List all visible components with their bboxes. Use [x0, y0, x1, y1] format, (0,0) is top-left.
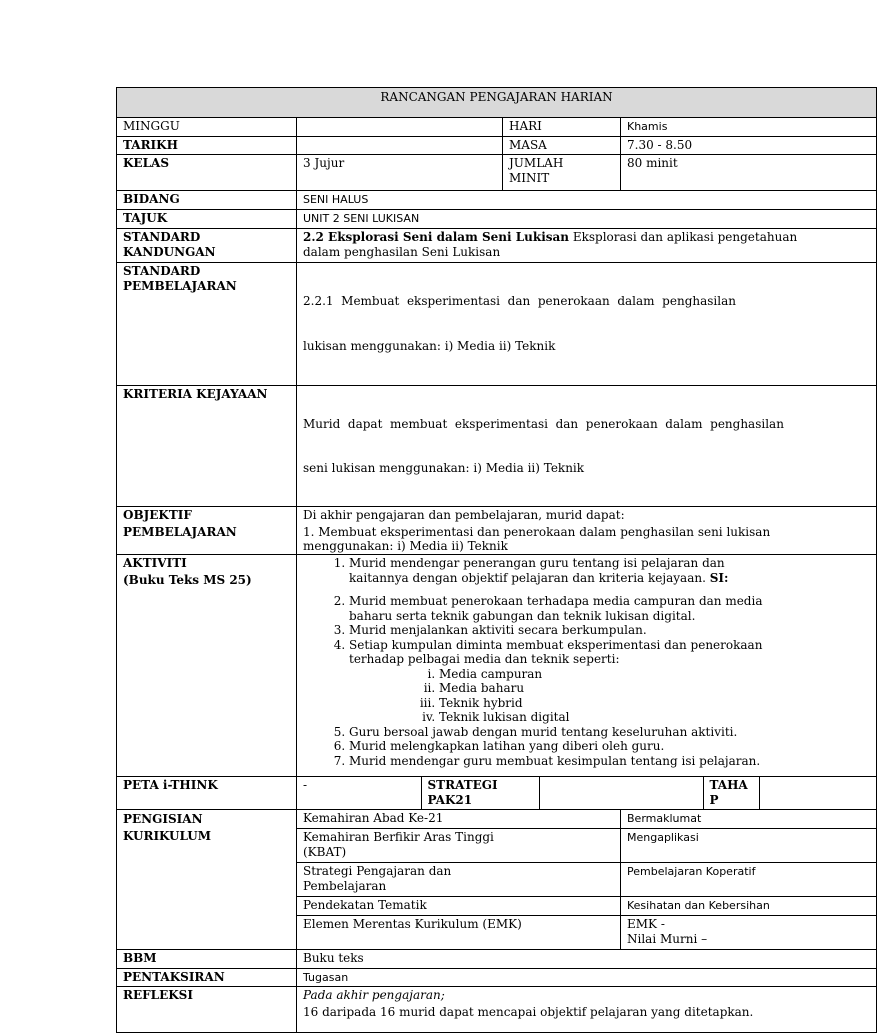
standard-kandungan-line2: dalam penghasilan Seni Lukisan	[303, 245, 501, 259]
pengisian-label-2-line1: Kemahiran Berfikir Aras Tinggi	[303, 830, 494, 844]
label-pentaksiran: PENTAKSIRAN	[117, 969, 297, 987]
objektif-line1: Di akhir pengajaran dan pembelajaran, murid dapat:	[303, 508, 625, 522]
row-refleksi	[117, 987, 877, 1033]
peta-strategi-cell	[297, 777, 877, 810]
label-objektif	[117, 507, 297, 555]
aktiviti-subitem-4: iv. Teknik lukisan digital	[439, 710, 870, 725]
row-kriteria	[117, 386, 877, 507]
aktiviti-item-5	[349, 725, 870, 740]
pengisian-value-3: Pembelajaran Koperatif	[621, 863, 877, 897]
label-tahap-line2: P	[709, 793, 719, 807]
pengisian-value-5-line1: EMK -	[627, 917, 665, 931]
row-standard-pembelajaran	[117, 263, 877, 386]
refleksi-line2: 16 daripada 16 murid dapat mencapai objektif pelajaran yang ditetapkan.	[303, 1005, 754, 1019]
label-standard-kandungan	[117, 229, 297, 263]
value-hari: Khamis	[621, 118, 877, 137]
row-objektif	[117, 507, 877, 555]
value-masa: 7.30 - 8.50	[621, 137, 877, 155]
aktiviti-subitem-2: ii. Media baharu	[439, 681, 870, 696]
label-kelas: KELAS	[117, 155, 297, 191]
standard-kandungan-line1	[303, 230, 870, 245]
refleksi-line1: Pada akhir pengajaran;	[303, 988, 445, 1002]
label-peta-ithink: PETA i-THINK	[117, 777, 297, 810]
value-standard-kandungan	[297, 229, 877, 263]
value-strategi-pak21	[539, 777, 703, 809]
document-title: RANCANGAN PENGAJARAN HARIAN	[117, 88, 877, 118]
standard-kandungan-heading: 2.2 Eksplorasi Seni dalam Seni Lukisan	[303, 230, 570, 244]
row-kelas	[117, 155, 877, 191]
label-strategi-line2: PAK21	[427, 793, 473, 807]
value-kriteria-kejayaan	[297, 386, 877, 507]
value-aktiviti	[297, 555, 877, 777]
label-tahap-line1: TAHA	[709, 778, 748, 792]
label-jumlah-minit	[503, 155, 621, 191]
label-jumlah-minit-line2: MINIT	[509, 171, 550, 185]
value-pentaksiran: Tugasan	[297, 969, 877, 987]
aktiviti-list	[297, 556, 870, 768]
value-minggu	[297, 118, 503, 137]
value-jumlah-minit: 80 minit	[621, 155, 877, 191]
label-bidang: BIDANG	[117, 191, 297, 210]
row-pentaksiran	[117, 969, 877, 987]
pengisian-label-3	[297, 863, 621, 897]
label-standard-kandungan-line1: STANDARD	[123, 230, 201, 244]
row-bbm	[117, 950, 877, 969]
row-minggu	[117, 118, 877, 137]
label-standard-pembelajaran	[117, 263, 297, 386]
aktiviti-sublist	[349, 667, 870, 725]
value-bidang: SENI HALUS	[297, 191, 877, 210]
objektif-line3: menggunakan: i) Media ii) Teknik	[303, 539, 508, 553]
label-minggu: MINGGU	[117, 118, 297, 137]
aktiviti-item-1-line1: 1. Murid mendengar penerangan guru tentang isi pelajaran dan	[349, 556, 725, 570]
label-strategi-line1: STRATEGI	[427, 778, 498, 792]
kriteria-line1: Murid dapat membuat eksperimentasi dan penerokaan dalam penghasilan	[303, 417, 784, 431]
aktiviti-item-4-line1: 4. Setiap kumpulan diminta membuat eksperimentasi dan penerokaan	[349, 637, 763, 652]
pengisian-label-5: Elemen Merentas Kurikulum (EMK)	[297, 916, 621, 950]
value-refleksi	[297, 987, 877, 1033]
label-objektif-line1: OBJEKTIF	[123, 508, 192, 522]
value-tarikh	[297, 137, 503, 155]
row-pengisian-1	[117, 810, 877, 829]
label-standard-kandungan-line2: KANDUNGAN	[123, 245, 216, 259]
value-objektif	[297, 507, 877, 555]
label-kriteria-kejayaan: KRITERIA KEJAYAAN	[117, 386, 297, 507]
aktiviti-item-4-line2: terhadap pelbagai media dan teknik seperti:	[349, 652, 620, 666]
label-pengisian-line1: PENGISIAN	[123, 812, 203, 826]
aktiviti-item-6	[349, 739, 870, 754]
label-jumlah-minit-line1: JUMLAH	[509, 156, 564, 170]
pengisian-value-4: Kesihatan dan Kebersihan	[621, 897, 877, 916]
label-refleksi: REFLEKSI	[117, 987, 297, 1033]
pengisian-value-5	[621, 916, 877, 950]
pengisian-label-3-line1: Strategi Pengajaran dan	[303, 864, 452, 878]
row-peta-ithink	[117, 777, 877, 810]
aktiviti-gap	[349, 585, 870, 594]
standard-pembelajaran-line2: lukisan menggunakan: i) Media ii) Teknik	[303, 339, 556, 353]
label-aktiviti	[117, 555, 297, 777]
lesson-plan-document	[116, 87, 798, 1019]
label-hari: HARI	[503, 118, 621, 137]
aktiviti-item-7-line1: 7. Murid mendengar guru membuat kesimpulan tentang isi pelajaran.	[349, 753, 761, 768]
aktiviti-item-4	[349, 638, 870, 725]
aktiviti-item-6-line1: 6. Murid melengkapkan latihan yang diberi oleh guru.	[349, 739, 665, 753]
aktiviti-item-1-text: kaitannya dengan objektif pelajaran dan kriteria kejayaan.	[349, 570, 710, 585]
label-tarikh: TARIKH	[117, 137, 297, 155]
pengisian-label-4: Pendekatan Tematik	[297, 897, 621, 916]
label-bbm: BBM	[117, 950, 297, 969]
aktiviti-item-3	[349, 623, 870, 638]
label-tajuk: TAJUK	[117, 210, 297, 229]
pengisian-label-1: Kemahiran Abad Ke-21	[297, 810, 621, 829]
value-bbm: Buku teks	[297, 950, 877, 969]
aktiviti-item-3-line1: 3. Murid menjalankan aktiviti secara berkumpulan.	[349, 623, 647, 637]
label-standard-pembelajaran-line2: PEMBELAJARAN	[123, 279, 237, 293]
value-tajuk: UNIT 2 SENI LUKISAN	[297, 210, 877, 229]
aktiviti-item-7	[349, 754, 870, 769]
pengisian-value-5-line2: Nilai Murni –	[627, 932, 708, 946]
label-aktiviti-line1: AKTIVITI	[123, 556, 187, 570]
value-kelas: 3 Jujur	[297, 155, 503, 191]
peta-strategi-table	[297, 777, 877, 809]
aktiviti-item-1-si: SI:	[709, 570, 729, 585]
label-masa: MASA	[503, 137, 621, 155]
standard-kandungan-text: Eksplorasi dan aplikasi pengetahuan	[569, 230, 798, 244]
label-standard-pembelajaran-line1: STANDARD	[123, 264, 201, 278]
pengisian-value-1: Bermaklumat	[621, 810, 877, 829]
aktiviti-subitem-1: i. Media campuran	[439, 667, 870, 682]
pengisian-label-2	[297, 829, 621, 863]
standard-pembelajaran-line1: 2.2.1 Membuat eksperimentasi dan penerokaan dalam penghasilan	[303, 294, 736, 308]
aktiviti-item-2-line1: 2. Murid membuat penerokaan terhadapa media campuran dan media	[349, 594, 763, 608]
label-tahap	[703, 777, 759, 809]
label-strategi-pak21	[421, 777, 539, 809]
aktiviti-item-1	[349, 556, 870, 594]
row-standard-kandungan	[117, 229, 877, 263]
value-peta-ithink: -	[297, 777, 421, 809]
aktiviti-subitem-3: iii. Teknik hybrid	[439, 696, 870, 711]
pengisian-label-2-line2: (KBAT)	[303, 845, 347, 859]
row-bidang	[117, 191, 877, 210]
label-aktiviti-line2: (Buku Teks MS 25)	[123, 573, 252, 587]
kriteria-line2: seni lukisan menggunakan: i) Media ii) Teknik	[303, 461, 585, 475]
title-row	[117, 88, 877, 118]
lesson-plan-table	[116, 87, 877, 1033]
aktiviti-item-2-line2: baharu serta teknik gabungan dan teknik lukisan digital.	[349, 608, 696, 623]
pengisian-label-3-line2: Pembelajaran	[303, 879, 387, 893]
pengisian-value-2: Mengaplikasi	[621, 829, 877, 863]
aktiviti-item-5-line1: 5. Guru bersoal jawab dengan murid tentang keseluruhan aktiviti.	[349, 724, 738, 739]
row-tajuk	[117, 210, 877, 229]
label-pengisian-kurikulum	[117, 810, 297, 950]
objektif-line2: 1. Membuat eksperimentasi dan penerokaan dalam penghasilan seni lukisan	[303, 525, 771, 539]
row-tarikh	[117, 137, 877, 155]
aktiviti-item-2	[349, 594, 870, 623]
label-pengisian-line2: KURIKULUM	[123, 829, 212, 843]
aktiviti-item-1-line2	[349, 571, 870, 586]
value-standard-pembelajaran	[297, 263, 877, 386]
value-tahap	[759, 777, 877, 809]
row-aktiviti	[117, 555, 877, 777]
label-objektif-line2: PEMBELAJARAN	[123, 525, 237, 539]
